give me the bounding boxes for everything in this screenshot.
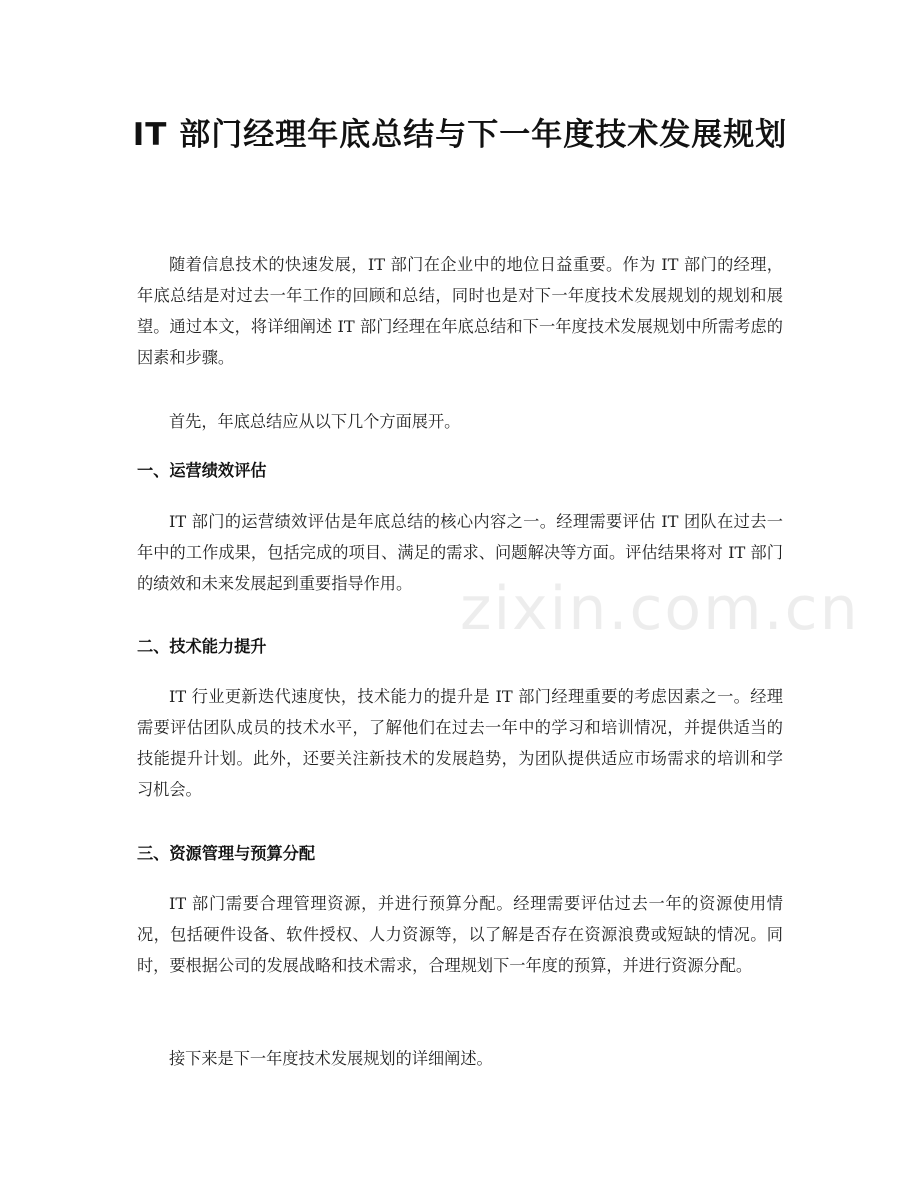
section-heading-2: 二、技术能力提升 (137, 637, 267, 656)
section-heading-1: 一、运营绩效评估 (137, 461, 267, 480)
section-body-3: IT 部门需要合理管理资源，并进行预算分配。经理需要评估过去一年的资源使用情况，包括硬件设备、软件授权、人力资源等，以了解是否存在资源浪费或短缺的情况。同时，要根据公司的发展战略和技术需求，合理规划下一年度的预算，并进行资源分配。 (137, 894, 783, 975)
section-body-1: IT 部门的运营绩效评估是年底总结的核心内容之一。经理需要评估 IT 团队在过去一年中的工作成果，包括完成的项目、满足的需求、问题解决等方面。评估结果将对 IT 部门的绩效和未来发展起到重要指导作用。 (137, 512, 783, 593)
closing-paragraph: 接下来是下一年度技术发展规划的详细阐述。 (169, 1049, 493, 1068)
intro-paragraph: 随着信息技术的快速发展，IT 部门在企业中的地位日益重要。作为 IT 部门的经理，年底总结是对过去一年工作的回顾和总结，同时也是对下一年度技术发展规划的规划和展望。通过本文，将详细阐述 IT 部门经理在年底总结和下一年度技术发展规划中所需考虑的因素和步骤。 (137, 255, 783, 367)
document-title: IT 部门经理年底总结与下一年度技术发展规划 (132, 117, 788, 153)
section-heading-3: 三、资源管理与预算分配 (137, 844, 316, 863)
watermark: zixin.com.cn (460, 574, 860, 644)
first-line-paragraph: 首先，年底总结应从以下几个方面展开。 (169, 412, 461, 431)
section-body-2: IT 行业更新迭代速度快，技术能力的提升是 IT 部门经理重要的考虑因素之一。经理需要评估团队成员的技术水平，了解他们在过去一年中的学习和培训情况，并提供适当的技能提升计划。此外，还要关注新技术的发展趋势，为团队提供适应市场需求的培训和学习机会。 (137, 687, 783, 799)
